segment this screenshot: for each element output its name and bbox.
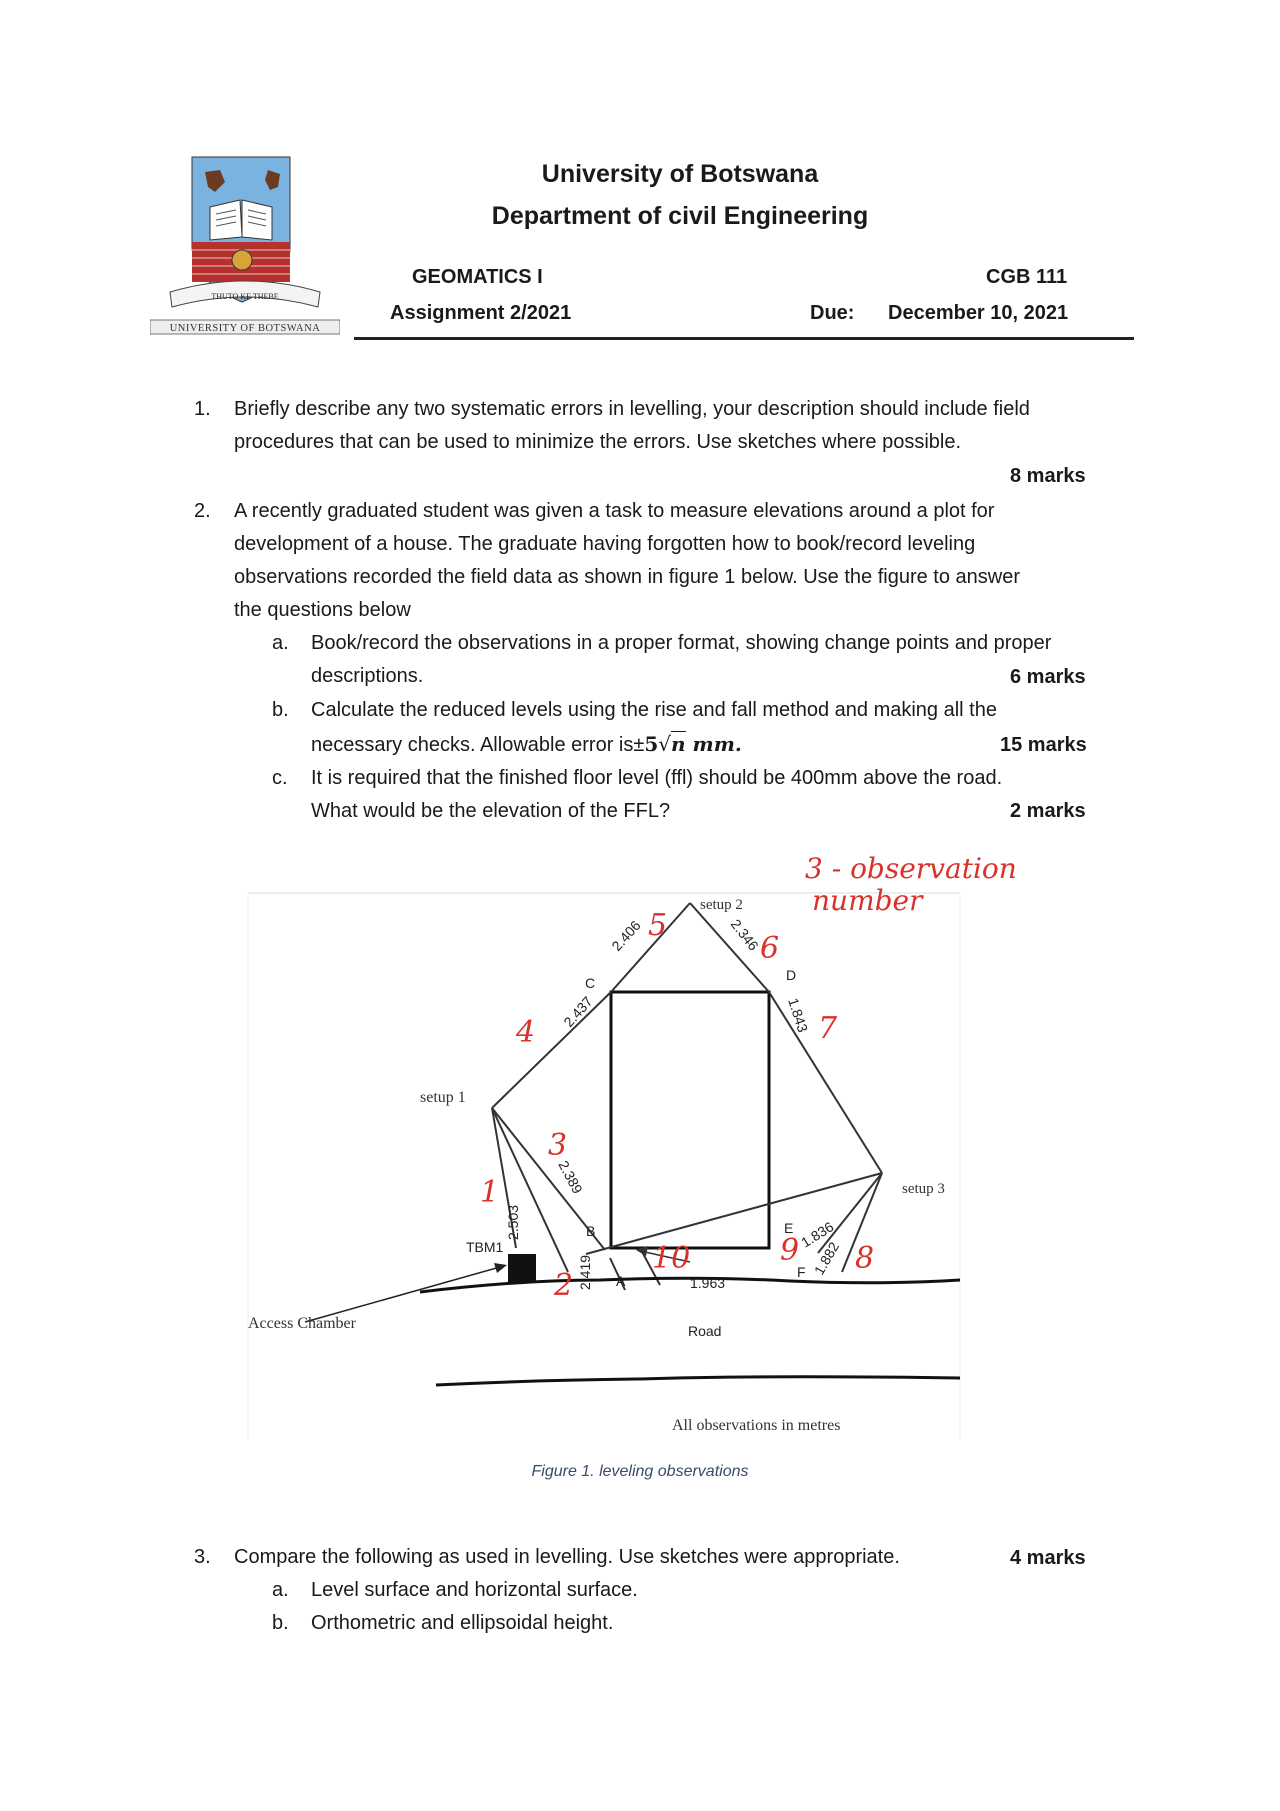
subpart-label: b.: [272, 699, 289, 721]
observation-number: 2: [554, 1268, 574, 1303]
observation-number: 9: [780, 1233, 800, 1268]
point-label: C: [585, 975, 596, 991]
formula-unit: mm.: [685, 732, 742, 756]
access-chamber-label: Access Chamber: [248, 1315, 356, 1332]
subpart-text: Book/record the observations in a proper format, showing change points and proper: [311, 632, 1052, 654]
due-label: Due:: [810, 302, 855, 324]
road-edge-bottom: [436, 1377, 960, 1385]
logo-caption: UNIVERSITY OF BOTSWANA: [169, 323, 321, 334]
staff-reading: 1.836: [798, 1218, 837, 1251]
observation-number: 5: [648, 908, 668, 943]
observation-number: 3: [548, 1128, 568, 1163]
setup-1-label: setup 1: [420, 1089, 466, 1106]
staff-reading: 2.437: [560, 993, 596, 1031]
point-label: F: [797, 1264, 806, 1280]
header-rule: [354, 337, 1134, 340]
marks-label: 8 marks: [1010, 465, 1086, 487]
motto-ribbon: [170, 281, 320, 307]
observation-number: 4: [516, 1015, 536, 1050]
due-date: December 10, 2021: [888, 302, 1069, 324]
subpart-text: descriptions.: [311, 665, 424, 687]
point-label: B: [586, 1223, 596, 1239]
subpart-text: What would be the elevation of the FFL?: [311, 800, 671, 822]
subpart-text: Calculate the reduced levels using the rise and fall method and making all the: [311, 699, 997, 721]
figure-caption: Figure 1. leveling observations: [531, 1463, 749, 1480]
observation-number: 8: [855, 1241, 875, 1276]
sqrt-icon: √: [658, 732, 672, 756]
formula-root: n: [671, 732, 686, 756]
formula-plus-minus: ±: [633, 734, 645, 756]
question-number: 1.: [194, 398, 211, 420]
units-note: All observations in metres: [672, 1417, 841, 1434]
marks-label: 2 marks: [1010, 800, 1086, 822]
subpart-text: Level surface and horizontal surface.: [311, 1579, 638, 1601]
question-text: observations recorded the field data as shown in figure 1 below. Use the figure to answer: [234, 566, 1021, 588]
question-text: A recently graduated student was given a task to measure elevations around a plot for: [234, 500, 995, 522]
annotation-line1: 3 - observation: [805, 852, 1017, 885]
subpart-label: b.: [272, 1612, 289, 1634]
formula-coefficient: 5: [644, 732, 659, 756]
university-title: University of Botswana: [541, 160, 819, 188]
staff-reading: 2.389: [555, 1157, 586, 1197]
tbm-label: TBM1: [466, 1239, 504, 1255]
subpart-label: a.: [272, 1579, 289, 1601]
subpart-text: Orthometric and ellipsoidal height.: [311, 1612, 614, 1634]
road-label: Road: [688, 1323, 722, 1339]
subpart-text: [311, 728, 742, 762]
question-text: the questions below: [234, 599, 411, 621]
tbm-marker: [508, 1254, 536, 1282]
point-label: A: [616, 1273, 626, 1289]
subpart-label: a.: [272, 632, 289, 654]
staff-reading: 2.419: [577, 1254, 593, 1290]
staff-reading: 1.882: [810, 1239, 843, 1278]
question-number: 2.: [194, 500, 211, 522]
staff-reading: 2.406: [608, 917, 644, 955]
question-number: 3.: [194, 1546, 211, 1568]
annotation-line2: number: [812, 884, 923, 917]
arrow-icon: [305, 1263, 507, 1322]
setup-3-label: setup 3: [902, 1181, 945, 1197]
marks-label: 4 marks: [1010, 1547, 1086, 1569]
department-title: Department of civil Engineering: [491, 202, 869, 230]
observation-number: 1: [480, 1175, 500, 1210]
crest-shield-icon: [192, 157, 290, 302]
staff-reading: 1.963: [690, 1275, 726, 1291]
observation-number: 7: [818, 1011, 838, 1046]
question-text: Compare the following as used in levelling. Use sketches were appropriate.: [234, 1546, 900, 1568]
observation-number: 6: [760, 931, 780, 966]
staff-reading: 2.346: [727, 915, 762, 954]
point-label: D: [786, 967, 797, 983]
university-logo: [150, 152, 340, 342]
point-label: E: [784, 1220, 794, 1236]
question-text: development of a house. The graduate having forgotten how to book/record leveling: [234, 533, 976, 555]
marks-label: 6 marks: [1010, 666, 1086, 688]
course-name: GEOMATICS I: [412, 266, 543, 288]
logo-motto: THUTO KE THEBE: [211, 292, 279, 301]
assignment-label: Assignment 2/2021: [390, 302, 572, 324]
marks-label: 15 marks: [1000, 734, 1087, 756]
subpart-label: c.: [272, 767, 288, 789]
leveling-diagram: [0, 840, 1280, 1500]
figure-1: [0, 840, 1280, 1500]
course-code: CGB 111: [986, 266, 1068, 288]
setup-2-label: setup 2: [700, 897, 743, 913]
staff-reading: 1.843: [785, 995, 812, 1035]
question-text: procedures that can be used to minimize the errors. Use sketches where possible.: [234, 431, 962, 453]
question-text: Briefly describe any two systematic errors in levelling, your description should include field: [234, 398, 1030, 420]
observation-number: 10: [652, 1241, 691, 1276]
subpart-text: It is required that the finished floor level (ffl) should be 400mm above the road.: [311, 767, 1003, 789]
subpart-text-line: necessary checks. Allowable error is: [311, 734, 634, 756]
staff-reading: 2.503: [505, 1204, 521, 1240]
